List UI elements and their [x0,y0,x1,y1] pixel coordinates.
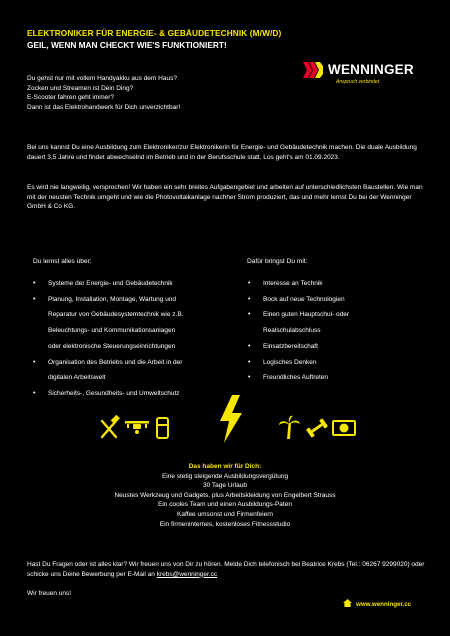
website-link[interactable]: www.wenninger.cc [356,601,412,608]
benefit-item: Neustes Werkzeug und Gadgets, plus Arbeitskleidung von Engelbert Strauss [114,491,336,499]
logo-brand: WENNINGER [328,62,414,77]
learn-list [33,276,223,402]
home-icon [343,599,352,607]
contact-paragraph [27,560,427,579]
list-item: • Sicherheits-, Gesundheits- und Umweltschutz [33,386,223,402]
list-item: Beleuchtungs- und Kommunikationsanlagen [48,327,176,335]
dumbbell-icon [306,418,328,438]
beverage-icon [157,418,168,438]
perks-icons-left [99,415,179,441]
company-logo [303,60,428,90]
closing-line: Wir freuen uns! [27,590,72,597]
intro-line: Dann ist das Elektrohandwerk für Dich unverzichtbar! [27,103,181,111]
website-footer[interactable] [343,599,411,608]
intro-line: Zocken und Streamen ist Dein Ding? [27,84,134,92]
benefit-item: Eine stetig steigende Ausbildungsvergütung [161,472,289,480]
benefit-item: Ein firmeninternes, kostenloses Fitnessstudio [159,520,291,528]
list-item: • Logisches Denken [248,355,418,371]
list-item: • Organisation des Betriebs und die Arbeit in der [33,355,223,371]
benefit-item: Kaffee umsonst und Firmenfeiern [177,510,273,518]
drone-icon [125,421,149,434]
intro-questions [27,74,287,112]
list-item: Reparatur von Gebäudesystemtechnik wie z.B. [48,311,184,319]
contact-text: Hast Du Fragen oder ist alles klar? Wir freuen uns von Dir zu hören. Melde Dich telefonisch bei Beatrice Krebs (Tel.: 06267 9299020) oder schicke uns Deine Bewerbung per E-Mail an [27,561,425,578]
list-item: • Systeme der Energie- und Gebäudetechnik [33,276,223,292]
money-icon [333,421,355,435]
list-item: • Freundliches Auftreten [248,370,418,386]
list-item: oder elektronische Steuerungseinrichtungen [48,342,176,350]
benefits-section [0,462,450,529]
requirements-heading: Dafür bringst Du mit: [247,258,308,265]
tools-icon [102,415,120,437]
logo-slogan: Anspruch verbindet. [336,79,381,85]
logo-mark-icon [303,60,323,80]
list-item: • Interesse an Technik [248,276,418,292]
benefits-heading: Das haben wir für Dich: [188,463,262,470]
list-item: • Planung, Installation, Montage, Wartung und [33,292,223,308]
intro-line: E-Scooter fahren geht immer? [27,94,115,102]
palm-tree-icon [279,416,300,439]
list-item: • Einen guten Hauptschul- oder [248,307,418,323]
lightning-bolt-icon [218,395,244,443]
training-description: Bei uns kannst Du eine Ausbildung zum Elektroniker/zur Elektronikerin für Energie- und Gebäudetechnik machen. Die duale Ausbildung dauert 3,5 Jahre und findet abwechselnd im Betrieb und in der Berufsschule statt. Los geht's am 01.09.2023. [27,144,417,161]
intro-line: Du gehst nur mit vollem Handyakku aus dem Haus? [27,75,177,82]
learn-heading: Du lernst alles über: [33,258,92,265]
page-subtitle: GEIL, WENN MAN CHECKT WIE'S FUNKTIONIERT! [27,40,227,50]
list-item: • Bock auf neue Technologien [248,292,418,308]
list-item: Realschulabschluss [263,327,321,335]
list-item: • Einsatzbereitschaft [248,339,418,355]
benefit-item: Ein cooles Team und einen Ausbildungs-Paten [158,501,292,509]
benefit-item: 30 Tage Urlaub [203,482,247,490]
job-title: ELEKTRONIKER FÜR ENERGIE- & GEBÄUDETECHNIK (M/W/D) [27,28,282,38]
list-item: digitalen Arbeitswelt [48,374,106,382]
work-description: Es wird nie langweilig, versprochen! Wir haben ein sehr breites Aufgabengebiet und arbeiten auf unterschiedlichsten Baustellen. Wie man mit der neusten Technik umgeht und wie die Photovoltaikanlage nachher Strom produziert, das und mehr lernst Du bei der Wenninger GmbH & Co KG. [27,184,423,211]
email-link[interactable]: krebs@wenninger.cc [156,570,218,578]
requirements-list [248,276,418,386]
perks-icons-right [279,415,359,441]
